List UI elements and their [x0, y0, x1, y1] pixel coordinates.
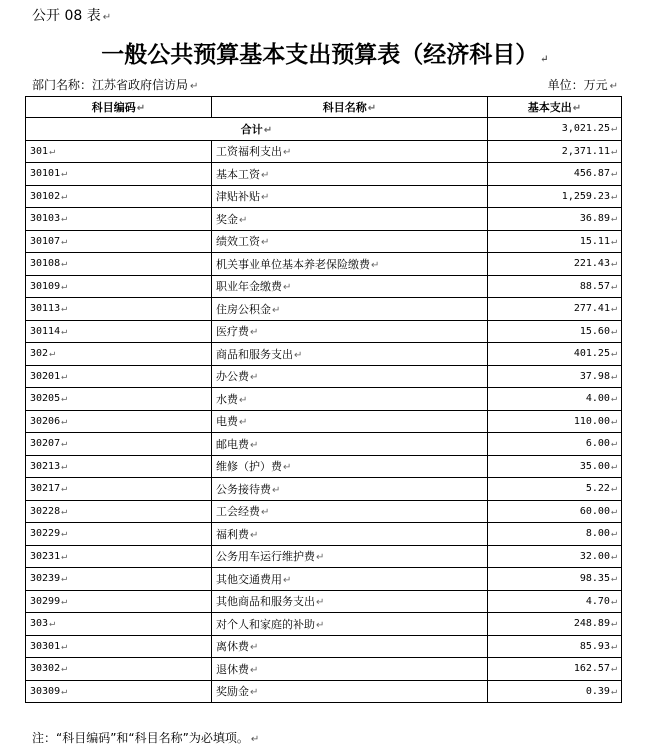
name-cell: 津贴补贴↵: [212, 185, 488, 208]
total-row: [26, 118, 622, 141]
amount-cell: 36.89↵: [488, 208, 622, 231]
amount-cell: 8.00↵: [488, 523, 622, 546]
table-row: [26, 275, 622, 298]
document-number: 公开 08 表 ↵: [32, 8, 112, 24]
name-cell: 职业年金缴费↵: [212, 275, 488, 298]
amount-cell: 221.43↵: [488, 253, 622, 276]
name-cell: 机关事业单位基本养老保险缴费↵: [212, 253, 488, 276]
name-cell: 商品和服务支出↵: [212, 343, 488, 366]
amount-cell: 4.00↵: [488, 388, 622, 411]
budget-table: [25, 96, 622, 703]
amount-cell: 401.25↵: [488, 343, 622, 366]
amount-cell: 35.00↵: [488, 455, 622, 478]
table-row: [26, 253, 622, 276]
code-cell: 30109↵: [26, 275, 212, 298]
code-cell: 30229↵: [26, 523, 212, 546]
name-cell: 奖金↵: [212, 208, 488, 231]
table-row: [26, 298, 622, 321]
amount-cell: 456.87↵: [488, 163, 622, 186]
code-cell: 30239↵: [26, 568, 212, 591]
table-row: [26, 568, 622, 591]
name-cell: 工资福利支出↵: [212, 140, 488, 163]
table-row: [26, 208, 622, 231]
code-cell: 30201↵: [26, 365, 212, 388]
amount-cell: 60.00↵: [488, 500, 622, 523]
table-row: [26, 613, 622, 636]
name-cell: 住房公积金↵: [212, 298, 488, 321]
header-code: 科目编码↵: [26, 97, 212, 118]
total-label: 合计↵: [26, 118, 488, 141]
unit-label: 单位：万元 ↵: [547, 78, 618, 92]
code-cell: 30228↵: [26, 500, 212, 523]
table-row: [26, 433, 622, 456]
amount-cell: 1,259.23↵: [488, 185, 622, 208]
table-row: [26, 545, 622, 568]
code-cell: 302↵: [26, 343, 212, 366]
header-name: 科目名称↵: [212, 97, 488, 118]
name-cell: 办公费↵: [212, 365, 488, 388]
code-cell: 30207↵: [26, 433, 212, 456]
name-cell: 工会经费↵: [212, 500, 488, 523]
code-cell: 30113↵: [26, 298, 212, 321]
name-cell: 医疗费↵: [212, 320, 488, 343]
amount-cell: 37.98↵: [488, 365, 622, 388]
code-cell: 30302↵: [26, 658, 212, 681]
code-cell: 30114↵: [26, 320, 212, 343]
amount-cell: 110.00↵: [488, 410, 622, 433]
code-cell: 30101↵: [26, 163, 212, 186]
amount-cell: 5.22↵: [488, 478, 622, 501]
department-name: 部门名称：江苏省政府信访局 ↵: [32, 78, 199, 92]
amount-cell: 277.41↵: [488, 298, 622, 321]
table-row: [26, 658, 622, 681]
amount-cell: 85.93↵: [488, 635, 622, 658]
name-cell: 电费↵: [212, 410, 488, 433]
code-cell: 30205↵: [26, 388, 212, 411]
table-row: [26, 635, 622, 658]
code-cell: 30206↵: [26, 410, 212, 433]
name-cell: 退休费↵: [212, 658, 488, 681]
table-row: [26, 343, 622, 366]
name-cell: 其他商品和服务支出↵: [212, 590, 488, 613]
table-row: [26, 410, 622, 433]
amount-cell: 88.57↵: [488, 275, 622, 298]
name-cell: 其他交通费用↵: [212, 568, 488, 591]
code-cell: 301↵: [26, 140, 212, 163]
amount-cell: 162.57↵: [488, 658, 622, 681]
name-cell: 公务用车运行维护费↵: [212, 545, 488, 568]
amount-cell: 98.35↵: [488, 568, 622, 591]
amount-cell: 248.89↵: [488, 613, 622, 636]
table-row: [26, 500, 622, 523]
name-cell: 基本工资↵: [212, 163, 488, 186]
table-header-row: [26, 97, 622, 118]
footnote: 注：“科目编码”和“科目名称”为必填项。 ↵: [32, 731, 260, 745]
amount-cell: 15.11↵: [488, 230, 622, 253]
table-row: [26, 455, 622, 478]
table-row: [26, 185, 622, 208]
name-cell: 奖励金↵: [212, 680, 488, 703]
code-cell: 303↵: [26, 613, 212, 636]
amount-cell: 32.00↵: [488, 545, 622, 568]
amount-cell: 2,371.11↵: [488, 140, 622, 163]
name-cell: 对个人和家庭的补助↵: [212, 613, 488, 636]
table-row: [26, 140, 622, 163]
table-row: [26, 163, 622, 186]
code-cell: 30108↵: [26, 253, 212, 276]
amount-cell: 4.70↵: [488, 590, 622, 613]
name-cell: 福利费↵: [212, 523, 488, 546]
header-amount: 基本支出↵: [488, 97, 622, 118]
table-row: [26, 478, 622, 501]
code-cell: 30103↵: [26, 208, 212, 231]
code-cell: 30231↵: [26, 545, 212, 568]
code-cell: 30301↵: [26, 635, 212, 658]
code-cell: 30299↵: [26, 590, 212, 613]
amount-cell: 0.39↵: [488, 680, 622, 703]
table-row: [26, 320, 622, 343]
amount-cell: 15.60↵: [488, 320, 622, 343]
table-row: [26, 523, 622, 546]
code-cell: 30217↵: [26, 478, 212, 501]
name-cell: 水费↵: [212, 388, 488, 411]
name-cell: 维修（护）费↵: [212, 455, 488, 478]
name-cell: 公务接待费↵: [212, 478, 488, 501]
table-row: [26, 680, 622, 703]
table-row: [26, 388, 622, 411]
name-cell: 绩效工资↵: [212, 230, 488, 253]
code-cell: 30102↵: [26, 185, 212, 208]
amount-cell: 6.00↵: [488, 433, 622, 456]
page-title: 一般公共预算基本支出预算表（经济科目） ↵: [101, 41, 549, 68]
name-cell: 邮电费↵: [212, 433, 488, 456]
code-cell: 30213↵: [26, 455, 212, 478]
code-cell: 30107↵: [26, 230, 212, 253]
table-row: [26, 365, 622, 388]
code-cell: 30309↵: [26, 680, 212, 703]
table-row: [26, 590, 622, 613]
name-cell: 离休费↵: [212, 635, 488, 658]
total-amount: 3,021.25↵: [488, 118, 622, 141]
table-row: [26, 230, 622, 253]
